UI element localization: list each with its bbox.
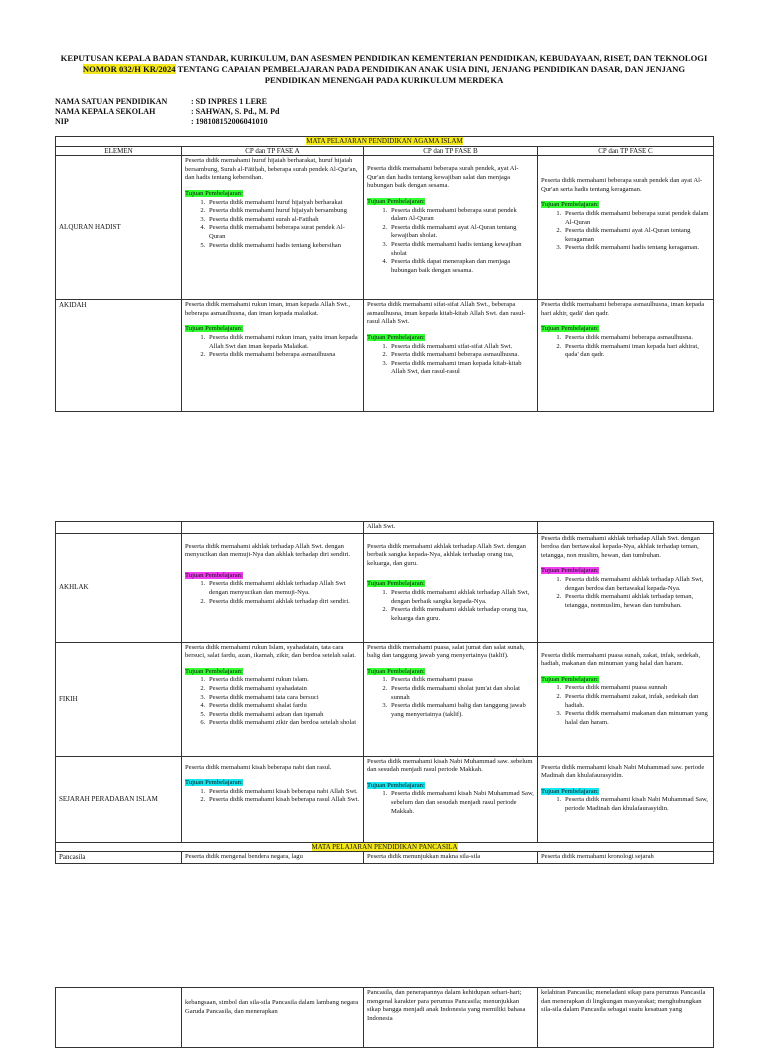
- akhlak-fase-a: [182, 533, 364, 642]
- tp-label: Tujuan Pembelajaran:: [185, 779, 243, 787]
- tp-label: Tujuan Pembelajaran:: [185, 667, 243, 675]
- tp-item: 3. Peserta didik memahami makanan dan minuman yang halal dan haram.: [563, 710, 710, 727]
- principal-label: NAMA KEPALA SEKOLAH: [55, 107, 156, 116]
- pai-table-page1: [55, 136, 714, 412]
- pancasila-fase-a: Peserta didik mengenal bendera negara, lagu: [182, 852, 364, 864]
- tp-item: 2. Peserta didik memahami kisah beberapa rasul Allah Swt.: [207, 796, 360, 805]
- carry-cell-empty: [538, 522, 714, 534]
- tp-item: 1. Peserta didik memahami huruf hijaiyah berharakat: [207, 199, 360, 208]
- tp-item: 4. Peserta didik memahami beberapa surat pendek Al-Quran: [207, 224, 360, 241]
- tp-item: 2. Peserta didik memahami akhlak terhadap orang tua, keluarga dan guru.: [389, 606, 534, 623]
- fikih-fase-a: [182, 642, 364, 756]
- tp-item: 1. Peserta didik memahami sifat-sifat Allah Swt.: [389, 343, 534, 352]
- tp-list: [541, 334, 710, 360]
- tp-item: 1. Peserta didik memahami akhlak terhadap Allah Swt, dengan berbaik sangka kepada-Nya.: [389, 589, 534, 606]
- tp-item: 1. Peserta didik memahami kisah Nabi Muhammad Saw, sebelum dan dan sesudah menjadi rasul periode Makkah.: [389, 790, 534, 816]
- tp-list: [367, 790, 534, 816]
- tp-label: Tujuan Pembelajaran:: [541, 787, 599, 795]
- tp-label: Tujuan Pembelajaran:: [185, 571, 243, 579]
- tp-label: Tujuan Pembelajaran:: [541, 675, 599, 683]
- carry-cell-empty: [56, 522, 182, 534]
- tp-item: 1. Peserta didik memahami beberapa surat pendek dalam Al-Quran: [389, 207, 534, 224]
- title-text: KEPUTUSAN KEPALA BADAN STANDAR, KURIKULUM, DAN ASESMEN PENDIDIKAN KEMENTERIAN PENDIDIKAN, KEBUDAYAAN, RISET, DAN TEKNOLOGI: [60, 53, 708, 63]
- school-name-row: [55, 97, 491, 107]
- nip-label: NIP: [55, 117, 69, 126]
- tp-list: [367, 676, 534, 719]
- alquran-fase-c: [538, 156, 714, 300]
- cp-text: Peserta didik memahami rukun Islam, syahadatain, tata cara bersuci, salat fardu, azan, ikamah, zikir, dan berdoa setelah salat.: [185, 643, 356, 660]
- element-alquran-hadist: ALQURAN HADIST: [56, 156, 182, 300]
- fikih-fase-c: [538, 642, 714, 756]
- cp-text: Peserta didik memahami akhlak terhadap Allah Swt. dengan berdoa dan bertawakal kepada-Nya, akhlak terhadap teman, tetangga, non muslim, hewan, dan tumbuhan.: [541, 534, 700, 559]
- alquran-fase-b: [364, 156, 538, 300]
- akidah-fase-b: [364, 300, 538, 412]
- tp-item: 2. Peserta didik memahami syahadatain: [207, 685, 360, 694]
- principal-row: [55, 107, 491, 117]
- nip-row: [55, 117, 491, 127]
- principal-value: : SAHWAN, S. Pd., M. Pd: [191, 107, 280, 116]
- tp-item: 5. Peserta didik memahami hadis tentang kebersihan: [207, 242, 360, 251]
- section-header-pai: [56, 137, 714, 147]
- cp-text: Peserta didik memahami puasa, salat jumat dan salat sunah, balig dan tanggung jawab yang menyertainya (taklīf).: [367, 643, 525, 660]
- tp-item: 2. Peserta didik memahami huruf hijaiyah bersambung: [207, 207, 360, 216]
- element-sejarah: SEJARAH PERADABAN ISLAM: [56, 756, 182, 842]
- tp-list: [185, 334, 360, 360]
- header-fase-c: CP dan TP FASE C: [538, 146, 714, 156]
- tp-list: [367, 343, 534, 377]
- tp-label: Tujuan Pembelajaran:: [367, 781, 425, 789]
- pancasila-fase-c: Peserta didik memahami kronologi sejarah: [538, 852, 714, 864]
- pancasila-fase-c-cont: [538, 988, 714, 1048]
- header-elemen: ELEMEN: [56, 146, 182, 156]
- akidah-fase-a: [182, 300, 364, 412]
- tp-list: [367, 589, 534, 623]
- sejarah-fase-c: [538, 756, 714, 842]
- tp-item: 1. Peserta didik memahami beberapa surat pendek dalam Al-Quran: [563, 210, 710, 227]
- cp-text: Peserta didik memahami kisah Nabi Muhammad saw. periode Madinah dan khulafaurasyidin.: [541, 763, 705, 780]
- tp-list: [541, 796, 710, 813]
- pai-table-page2: [55, 521, 714, 864]
- pancasila-fase-a-cont: [182, 988, 364, 1048]
- akhlak-fase-c: [538, 533, 714, 642]
- decree-number: NOMOR 032/H KR/2024: [82, 64, 176, 75]
- cp-text: Peserta didik memahami kisah beberapa nabi dan rasul.: [185, 763, 332, 771]
- cp-text: Peserta didik memahami huruf hijaiah berharakat, huruf hijaiah bersambung, Surah al-Fātiḥah, beberapa surah pendek Al-Qur'an, dan hadis tentang kebersihan.: [185, 157, 358, 182]
- tp-label: Tujuan Pembelajaran:: [367, 667, 425, 675]
- alquran-fase-a: [182, 156, 364, 300]
- pancasila-element-cont: [56, 988, 182, 1048]
- cp-text: kelahiran Pancasila; meneladani sikap para perumus Pancasila dan menerapkan di lingkungan masyarakat; menghubungkan sila-sila dalam Pancasila sebagai suatu kesatuan yang: [541, 989, 706, 1014]
- tp-item: 5. Peserta didik memahami adzan dan iqamah: [207, 711, 360, 720]
- tp-label: Tujuan Pembelajaran:: [367, 197, 425, 205]
- tp-list: [367, 207, 534, 276]
- school-info: [55, 97, 491, 127]
- cp-text: kebangsaan, simbol dan sila-sila Pancasila dalam lambang negara Garuda Pancasila, dan menerapkan: [185, 999, 359, 1015]
- pancasila-fase-b-cont: [364, 988, 538, 1048]
- cp-text: Pancasila, dan penerapannya dalam kehidupan sehari-hari; mengenal karakter para perumus Pancasila; menunjukkan sikap bangga menjadi anak Indonesia yang memiliki bahasa Indonesia: [367, 989, 526, 1022]
- tp-item: 3. Peserta didik memahami hadis tentang keragaman.: [563, 244, 710, 253]
- tp-item: 3. Peserta didik memahami hadis tentang kewajiban sholat: [389, 241, 534, 258]
- tp-label: Tujuan Pembelajaran:: [185, 189, 243, 197]
- cp-text: Peserta didik memahami akhlak terhadap Allah Swt. dengan menyucikan dan memuji-Nya dan akhlak terhadap diri sendiri.: [185, 542, 351, 559]
- tp-item: 2. Peserta didik memahami ayat Al-Quran tentang kewajiban sholat.: [389, 224, 534, 241]
- cp-text: Peserta didik memahami beberapa surah pendek dan ayat Al-Qur'an serta hadis tentang keragaman.: [541, 177, 703, 193]
- tp-item: 3. Peserta didik memahami surah al-Fatihah: [207, 216, 360, 225]
- sejarah-fase-a: [182, 756, 364, 842]
- tp-item: 2. Peserta didik memahami akhlak terhadap teman, tetangga, nonmuslim, hewan dan tumbuhan.: [563, 593, 710, 610]
- tp-item: 6. Peserta didik memahami zikir dan berdoa setelah sholat: [207, 719, 360, 728]
- tp-label: Tujuan Pembelajaran:: [541, 325, 599, 333]
- cp-text: Peserta didik memahami beberapa surah pendek, ayat Al-Qur'an dan hadis tentang kewajiban salat dan menjaga hubungan baik dengan sesama.: [367, 165, 519, 190]
- title-text-2: TENTANG CAPAIAN PEMBELAJARAN PADA PENDIDIKAN ANAK USIA DINI, JENJANG PENDIDIKAN DASAR, DAN JENJANG PENDIDIKAN MENENGAH PADA KURIKULUM MERDEKA: [175, 64, 686, 86]
- akhlak-fase-b: [364, 533, 538, 642]
- tp-list: [185, 676, 360, 728]
- carry-cell-empty: [182, 522, 364, 534]
- tp-item: 3. Peserta didik memahami iman kepada kitab-kitab Allah Swt, dan rasul-rasul: [389, 360, 534, 377]
- tp-item: 2. Peserta didik memahami zakat, infak, sedekah dan hadiah.: [563, 693, 710, 710]
- cp-text: Peserta didik memahami beberapa asmaulhusna, iman kepada hari akhir, qadā' dan qadr.: [541, 301, 705, 317]
- tp-item: 1. Peserta didik memahami puasa: [389, 676, 534, 685]
- tp-item: 1. Peserta didik memahami puasa sunnah: [563, 684, 710, 693]
- element-pancasila: Pancasila: [56, 852, 182, 864]
- tp-item: 1. Peserta didik memahami akhlak terhadap Allah Swt, dengan berdoa dan bertawakal kepada-Nya.: [563, 576, 710, 593]
- element-akidah: AKIDAH: [56, 300, 182, 412]
- tp-item: 4. Peserta didik memahami shalat fardu: [207, 702, 360, 711]
- carry-cell-b: Allah Swt.: [364, 522, 538, 534]
- school-name-value: : SD INPRES 1 LERE: [191, 97, 268, 106]
- cp-text: Peserta didik memahami sifat-sifat Allah Swt., beberapa asmaulhusna, iman kepada kitab-kitab Allah Swt. dan rasul-rasul Allah Swt.: [367, 301, 526, 326]
- tp-item: 1. Peserta didik memahami rukun iman, yaitu iman kepada Allah Swt dan iman kepada Malaikat.: [207, 334, 360, 351]
- tp-item: 3. Peserta didik memahami tata cara bersuci: [207, 694, 360, 703]
- tp-label: Tujuan Pembelajaran:: [185, 325, 243, 333]
- element-akhlak: AKHLAK: [56, 533, 182, 642]
- akidah-fase-c: [538, 300, 714, 412]
- section-title: MATA PELAJARAN PENDIDIKAN PANCASILA: [311, 842, 458, 851]
- cp-text: Peserta didik memahami puasa sunah, zakat, infak, sedekah, hadiah, makanan dan minuman yang halal dan haram.: [541, 651, 701, 668]
- tp-item: 4. Peserta didik dapat menerapkan dan menjaga hubungan baik dengan sesama.: [389, 258, 534, 275]
- tp-list: [185, 788, 360, 805]
- sejarah-fase-b: [364, 756, 538, 842]
- tp-item: 1. Peserta didik memahami akhlak terhadap Allah Swt dengan menyucikan dan memuji-Nya.: [207, 580, 360, 597]
- tp-item: 1. Peserta didik memahami rukun islam.: [207, 676, 360, 685]
- tp-item: 2. Peserta didik memahami beberapa asmaulhusna: [207, 351, 360, 360]
- tp-item: 2. Peserta didik memahami iman kepada hari akhirat, qada' dan qadr.: [563, 343, 710, 360]
- tp-item: 2. Peserta didik memahami akhlak terhadap diri sendiri.: [207, 598, 360, 607]
- pancasila-fase-b: Peserta didik menunjukkan makna sila-sila: [364, 852, 538, 864]
- tp-label: Tujuan Pembelajaran:: [367, 333, 425, 341]
- header-fase-a: CP dan TP FASE A: [182, 146, 364, 156]
- section-title: MATA PELAJARAN PENDIDIKAN AGAMA ISLAM: [306, 137, 463, 145]
- tp-item: 2. Peserta didik memahami ayat Al-Quran tentang keragaman: [563, 227, 710, 244]
- tp-list: [541, 210, 710, 253]
- fikih-fase-b: [364, 642, 538, 756]
- cp-text: Peserta didik memahami kisah Nabi Muhammad saw. sebelum dan sesudah menjadi rasul periode Makkah.: [367, 757, 533, 774]
- cp-text: Peserta didik memahami rukun iman, iman kepada Allah Swt., beberapa asmaulhusna, dan iman kepada malaikat.: [185, 301, 350, 317]
- tp-list: [541, 576, 710, 610]
- school-name-label: NAMA SATUAN PENDIDIKAN: [55, 97, 168, 106]
- section-header-pancasila: [56, 842, 714, 852]
- tp-item: 1. Peserta didik memahami kisah Nabi Muhammad Saw, periode Madinah dan khulafaurasyidin.: [563, 796, 710, 813]
- document-title: [55, 53, 713, 87]
- tp-item: 2. Peserta didik memahami sholat jum'at dan sholat sunnah: [389, 685, 534, 702]
- tp-item: 1. Peserta didik memahami beberapa asmaulhusna.: [563, 334, 710, 343]
- tp-label: Tujuan Pembelajaran:: [541, 567, 599, 575]
- element-fikih: FIKIH: [56, 642, 182, 756]
- nip-value: : 198108152006041010: [191, 117, 268, 126]
- tp-item: 1. Peserta didik memahami kisah beberapa nabi Allah Swt.: [207, 788, 360, 797]
- tp-label: Tujuan Pembelajaran:: [367, 580, 425, 588]
- header-fase-b: CP dan TP FASE B: [364, 146, 538, 156]
- tp-list: [541, 684, 710, 727]
- tp-list: [185, 199, 360, 251]
- tp-item: 3. Peserta didik memahami balig dan tanggung jawab yang menyertainya (taklif).: [389, 702, 534, 719]
- pancasila-table-page3: [55, 987, 714, 1048]
- tp-label: Tujuan Pembelajaran:: [541, 201, 599, 209]
- tp-list: [185, 580, 360, 606]
- cp-text: Peserta didik memahami akhlak terhadap Allah Swt. dengan berbaik sangka kepada-Nya, akhlak terhadap orang tua, keluarga, dan guru.: [367, 542, 526, 567]
- tp-item: 2. Peserta didik memahami beberapa asmaulhusna.: [389, 351, 534, 360]
